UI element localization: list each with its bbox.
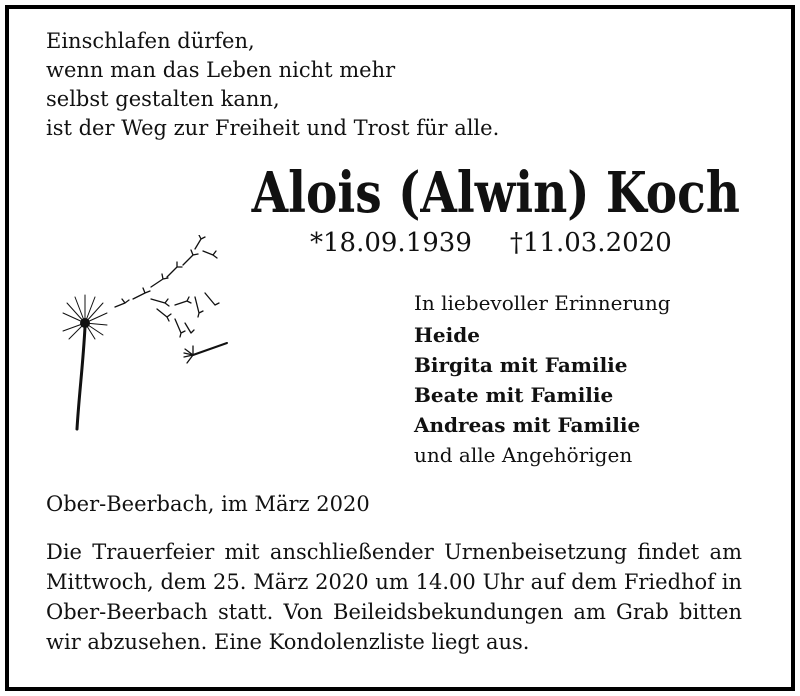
place-date: Ober-Beerbach, im März 2020 bbox=[46, 492, 370, 516]
poem-line: selbst gestalten kann, bbox=[46, 87, 280, 111]
poem-line: Einschlafen dürfen, bbox=[46, 29, 255, 53]
dandelion-icon bbox=[55, 235, 240, 435]
mourner-name: Beate mit Familie bbox=[414, 383, 614, 407]
death-date: †11.03.2020 bbox=[509, 228, 672, 258]
poem-line: wenn man das Leben nicht mehr bbox=[46, 58, 396, 82]
mourner-name: Birgita mit Familie bbox=[414, 353, 628, 377]
poem bbox=[46, 27, 499, 143]
deceased-name: Alois (Alwin) Koch bbox=[251, 160, 740, 226]
mourners-outro: und alle Angehörigen bbox=[414, 443, 633, 467]
mourners-intro: In liebevoller Erinnerung bbox=[414, 291, 671, 315]
birth-date: *18.09.1939 bbox=[310, 228, 472, 258]
mourners-block bbox=[414, 288, 671, 470]
life-dates bbox=[310, 228, 672, 258]
poem-line: ist der Weg zur Freiheit und Trost für alle. bbox=[46, 116, 500, 140]
mourners-list bbox=[414, 320, 671, 440]
mourner-name: Heide bbox=[414, 323, 480, 347]
mourner-name: Andreas mit Familie bbox=[414, 413, 641, 437]
funeral-notice: Die Trauerfeier mit anschließender Urnenbeisetzung findet am Mittwoch, dem 25. März 2020 um 14.00 Uhr auf dem Friedhof in Ober-Beerbach statt. Von Beileidsbekundungen am Grab bitten wir abzusehen. Eine Kondolenzliste liegt aus. bbox=[46, 540, 742, 654]
